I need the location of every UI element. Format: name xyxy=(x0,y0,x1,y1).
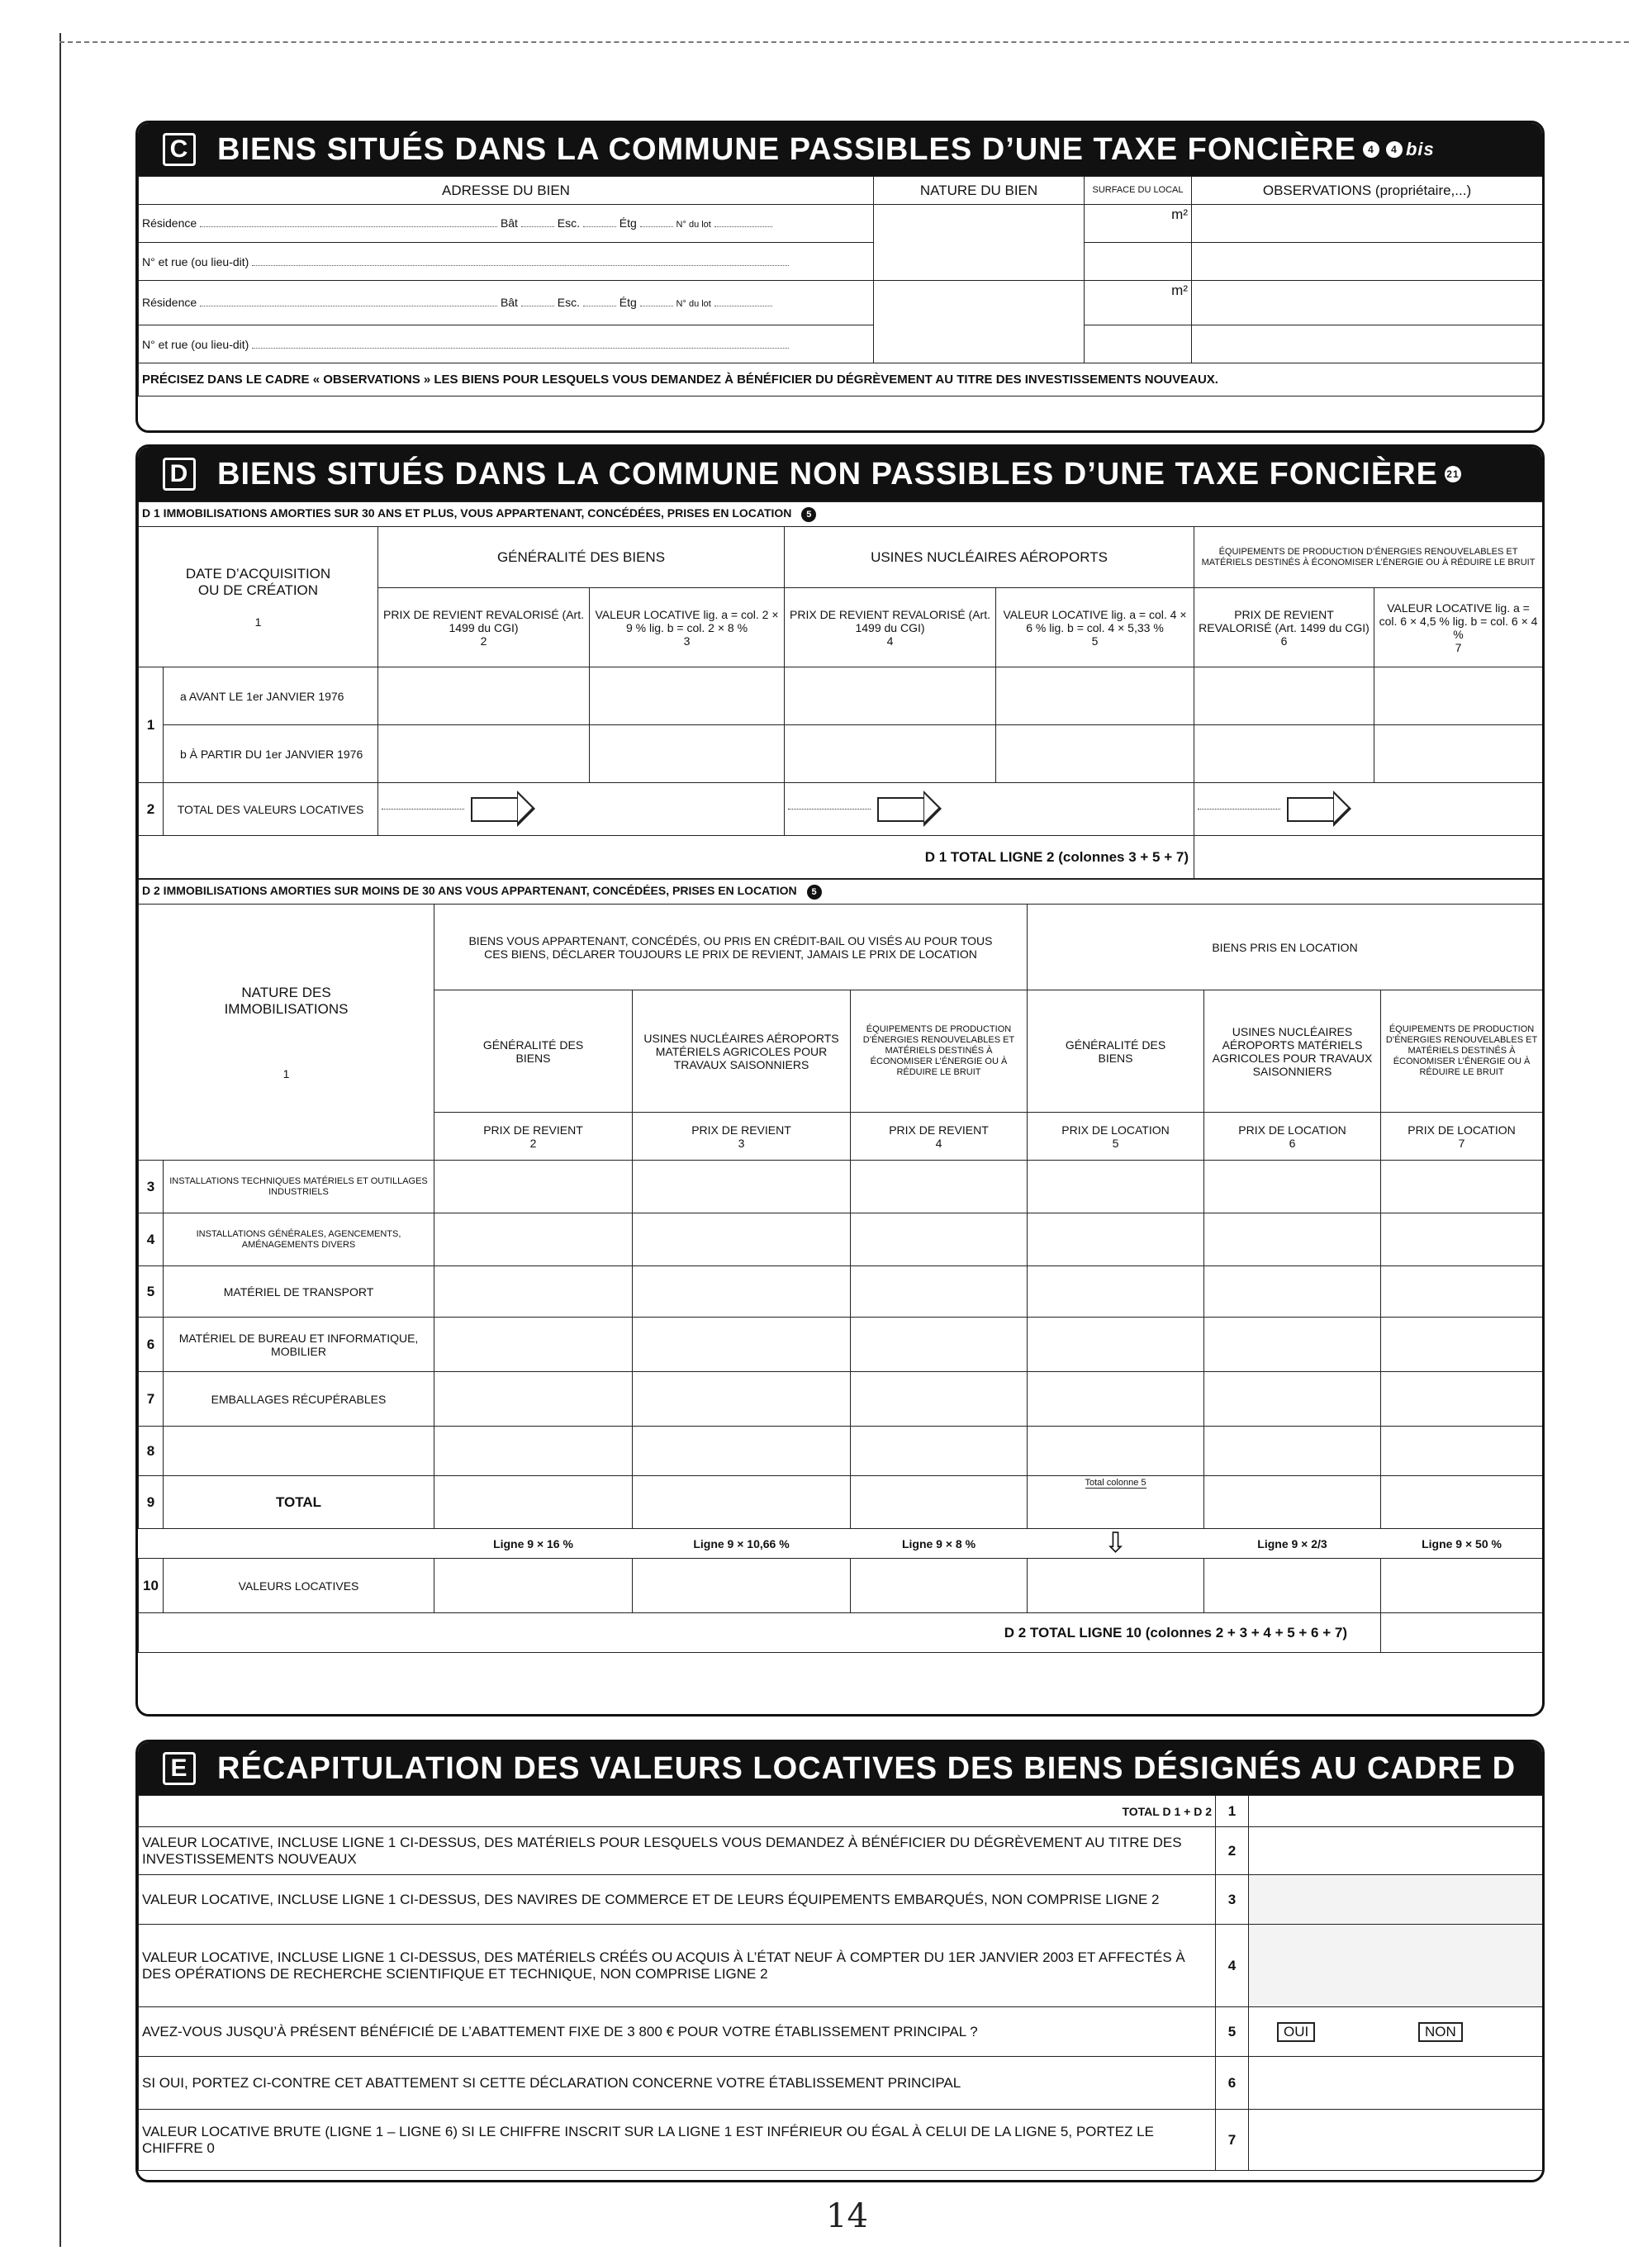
d2-cell[interactable] xyxy=(1204,1476,1381,1529)
d1-total-cell[interactable] xyxy=(1194,783,1543,836)
col-surface: SURFACE DU LOCAL xyxy=(1085,177,1192,205)
d2-cell[interactable] xyxy=(1028,1318,1204,1372)
row-number: 5 xyxy=(139,1266,164,1318)
col-number: 1 xyxy=(254,615,262,629)
section-e-table xyxy=(138,1795,1543,2171)
row-label: INSTALLATIONS GÉNÉRALES, AGENCEMENTS, AMÉNAGEMENTS DIVERS xyxy=(164,1213,434,1266)
arrow-right-icon xyxy=(1287,797,1333,822)
ref-badge: 4 xyxy=(1386,141,1403,158)
ref-badge: 5 xyxy=(807,885,822,900)
page-margin-line xyxy=(59,33,61,2247)
total-col5-label: Total colonne 5 xyxy=(1085,1478,1146,1488)
bat-label: Bât xyxy=(500,296,518,309)
d2-cell[interactable] xyxy=(633,1372,851,1427)
col-label: VALEUR LOCATIVE lig. a = col. 2 × 9 % lig. b = col. 2 × 8 % xyxy=(595,607,779,634)
d2-gen-rent: GÉNÉRALITÉ DES BIENS xyxy=(1028,990,1204,1113)
esc-label: Esc. xyxy=(557,296,580,309)
row-label: MATÉRIEL DE TRANSPORT xyxy=(164,1266,434,1318)
section-e-letter: E xyxy=(163,1752,196,1785)
d1-col5 xyxy=(996,588,1194,667)
residence-label: Résidence xyxy=(142,216,197,230)
d2-cell[interactable] xyxy=(633,1161,851,1213)
col-label: PRIX DE LOCATION xyxy=(1238,1123,1346,1137)
d2-title xyxy=(139,880,1543,905)
nature-field[interactable] xyxy=(874,281,1085,363)
d2-equip-rent: ÉQUIPEMENTS DE PRODUCTION D’ÉNERGIES RENOUVELABLES ET MATÉRIELS DESTINÉS À ÉCONOMISER L’ÉNERGIE OU À RÉDUIRE LE BRUIT xyxy=(1381,990,1543,1113)
d2-cell[interactable] xyxy=(851,1213,1028,1266)
d2-cell[interactable] xyxy=(851,1372,1028,1427)
unit-label: m² xyxy=(1171,283,1188,298)
d1-table xyxy=(138,501,1543,879)
col-label: PRIX DE REVIENT REVALORISÉ (Art. 1499 du CGI) xyxy=(790,607,990,634)
col-number: 4 xyxy=(935,1136,942,1150)
col-number: 2 xyxy=(480,634,487,648)
residence-field[interactable] xyxy=(139,205,874,243)
d2-col7 xyxy=(1381,1113,1543,1161)
row-number: 6 xyxy=(139,1318,164,1372)
d2-col2 xyxy=(434,1113,633,1161)
etg-label: Étg xyxy=(619,216,637,230)
d2-table xyxy=(138,879,1543,1653)
multiplier-label: Ligne 9 × 10,66 % xyxy=(693,1536,790,1550)
date-col-label: DATE D’ACQUISITION OU DE CRÉATION xyxy=(185,565,331,598)
section-c-letter: C xyxy=(163,133,196,166)
d1-group-generalite: GÉNÉRALITÉ DES BIENS xyxy=(378,527,785,588)
multiplier-label: Ligne 9 × 8 % xyxy=(901,1536,976,1550)
d2-col6 xyxy=(1204,1113,1381,1161)
row-number: 4 xyxy=(139,1213,164,1266)
d2-rent-group: BIENS PRIS EN LOCATION xyxy=(1028,905,1543,990)
esc-label: Esc. xyxy=(557,216,580,230)
d2-cell[interactable] xyxy=(851,1318,1028,1372)
row-label-total: TOTAL DES VALEURS LOCATIVES xyxy=(164,783,378,836)
col-number: 5 xyxy=(1112,1136,1119,1150)
d2-cell[interactable] xyxy=(1028,1213,1204,1266)
section-d-header xyxy=(138,447,1542,501)
d2-cell[interactable] xyxy=(1381,1559,1543,1613)
row-number: 8 xyxy=(139,1427,164,1476)
e-row-number: 4 xyxy=(1216,1925,1249,2007)
rue-field[interactable] xyxy=(139,243,874,281)
non-checkbox[interactable]: NON xyxy=(1418,2022,1463,2042)
d1-col3 xyxy=(590,588,785,667)
d1-cell[interactable] xyxy=(378,725,590,783)
surface-field[interactable] xyxy=(1085,281,1192,325)
rue-label: N° et rue (ou lieu-dit) xyxy=(142,337,249,351)
d2-cell[interactable] xyxy=(1381,1161,1543,1213)
col-label: PRIX DE REVIENT REVALORISÉ (Art. 1499 du CGI) xyxy=(383,607,584,634)
e-value[interactable] xyxy=(1249,2057,1543,2110)
d1-title-text: D 1 IMMOBILISATIONS AMORTIES SUR 30 ANS ET PLUS, VOUS APPARTENANT, CONCÉDÉES, PRISES EN LOCATION xyxy=(142,506,792,520)
d2-total-value[interactable] xyxy=(1381,1613,1543,1653)
d2-cell[interactable] xyxy=(1028,1161,1204,1213)
d2-cell[interactable] xyxy=(1204,1372,1381,1427)
d1-total-cell[interactable] xyxy=(785,783,1194,836)
section-e xyxy=(135,1740,1545,2182)
col-number: 5 xyxy=(1091,634,1099,648)
d2-cell[interactable] xyxy=(633,1266,851,1318)
row-number: 9 xyxy=(139,1476,164,1529)
d1-date-header xyxy=(139,527,378,667)
dotted-line xyxy=(1198,809,1280,810)
d1-group-equipements: ÉQUIPEMENTS DE PRODUCTION D’ÉNERGIES RENOUVELABLES ET MATÉRIELS DESTINÉS À ÉCONOMISER L’ÉNERGIE OU À RÉDUIRE LE BRUIT xyxy=(1194,527,1543,588)
section-d xyxy=(135,444,1545,1717)
row-label-b: b À PARTIR DU 1er JANVIER 1976 xyxy=(164,725,378,783)
section-c-title: BIENS SITUÉS DANS LA COMMUNE PASSIBLES D’UNE TAXE FONCIÈRE xyxy=(217,131,1356,167)
d2-cell[interactable] xyxy=(434,1318,633,1372)
d1-col7 xyxy=(1374,588,1543,667)
nature-col-label: NATURE DES IMMOBILISATIONS xyxy=(224,984,349,1017)
d1-cell[interactable] xyxy=(1194,725,1374,783)
d2-cell[interactable] xyxy=(434,1161,633,1213)
col-number: 2 xyxy=(529,1136,537,1150)
row-label-a: a AVANT LE 1er JANVIER 1976 xyxy=(164,667,378,725)
d2-cell[interactable] xyxy=(1204,1318,1381,1372)
d2-cell[interactable] xyxy=(1204,1161,1381,1213)
row-label: EMBALLAGES RÉCUPÉRABLES xyxy=(164,1372,434,1427)
d2-cell[interactable] xyxy=(851,1559,1028,1613)
e-row-label: VALEUR LOCATIVE, INCLUSE LIGNE 1 CI-DESSUS, DES MATÉRIELS CRÉÉS OU ACQUIS À L’ÉTAT NEUF À COMPTER DU 1ER JANVIER 2003 ET AFFECTÉS À DES OPÉRATIONS DE RECHERCHE SCIENTIFIQUE ET TECHNIQUE, NON COMPRISE LIGNE 2 xyxy=(139,1925,1216,2007)
arrow-right-icon xyxy=(877,797,923,822)
ref-suffix: bis xyxy=(1405,139,1435,159)
d1-col6 xyxy=(1194,588,1374,667)
d1-total-cell[interactable] xyxy=(378,783,785,836)
col-adresse: ADRESSE DU BIEN xyxy=(139,177,874,205)
oui-checkbox[interactable]: OUI xyxy=(1277,2022,1315,2042)
d2-usines-rent: USINES NUCLÉAIRES AÉROPORTS MATÉRIELS AGRICOLES POUR TRAVAUX SAISONNIERS xyxy=(1204,990,1381,1113)
col-number: 3 xyxy=(738,1136,745,1150)
e-row-label: VALEUR LOCATIVE, INCLUSE LIGNE 1 CI-DESSUS, DES NAVIRES DE COMMERCE ET DE LEURS ÉQUIPEMENTS EMBARQUÉS, NON COMPRISE LIGNE 2 xyxy=(139,1875,1216,1925)
d2-col5 xyxy=(1028,1113,1204,1161)
section-c-header xyxy=(138,123,1542,176)
e-value xyxy=(1249,2007,1543,2057)
d2-cell[interactable] xyxy=(1204,1427,1381,1476)
d2-cell[interactable] xyxy=(1028,1372,1204,1427)
d2-cell[interactable] xyxy=(1381,1318,1543,1372)
d2-cell[interactable] xyxy=(434,1427,633,1476)
d2-cell[interactable] xyxy=(1381,1372,1543,1427)
d2-cell[interactable] xyxy=(851,1476,1028,1529)
d2-cell[interactable] xyxy=(1381,1476,1543,1529)
e-value[interactable] xyxy=(1249,1796,1543,1827)
page-number-handwritten: 14 xyxy=(826,2197,868,2235)
d2-cell[interactable] xyxy=(633,1427,851,1476)
e-row-number: 3 xyxy=(1216,1875,1249,1925)
d2-nature-header xyxy=(139,905,434,1161)
col-label: VALEUR LOCATIVE lig. a = col. 6 × 4,5 % lig. b = col. 6 × 4 % xyxy=(1379,601,1538,641)
d1-cell[interactable] xyxy=(996,725,1194,783)
e-row-label: VALEUR LOCATIVE, INCLUSE LIGNE 1 CI-DESSUS, DES MATÉRIELS POUR LESQUELS VOUS DEMANDEZ À BÉNÉFICIER DU DÉGRÈVEMENT AU TITRE DES INVESTISSEMENTS NOUVEAUX xyxy=(139,1827,1216,1875)
d2-usines-own: USINES NUCLÉAIRES AÉROPORTS MATÉRIELS AGRICOLES POUR TRAVAUX SAISONNIERS xyxy=(633,990,851,1113)
col-label: PRIX DE REVIENT xyxy=(691,1123,791,1137)
col-label: PRIX DE LOCATION xyxy=(1408,1123,1516,1137)
col-nature: NATURE DU BIEN xyxy=(874,177,1085,205)
d2-title-text: D 2 IMMOBILISATIONS AMORTIES SUR MOINS DE 30 ANS VOUS APPARTENANT, CONCÉDÉES, PRISES EN LOCATION xyxy=(142,884,797,898)
e-row-label: AVEZ-VOUS JUSQU’À PRÉSENT BÉNÉFICIÉ DE L’ABATTEMENT FIXE DE 3 800 € POUR VOTRE ÉTABLISSEMENT PRINCIPAL ? xyxy=(139,2007,1216,2057)
d2-cell[interactable] xyxy=(1381,1213,1543,1266)
row-number: 1 xyxy=(139,667,164,783)
ref-badge: 5 xyxy=(801,507,816,522)
d2-cell[interactable] xyxy=(633,1213,851,1266)
page-cut-line xyxy=(59,41,1629,44)
d1-col2 xyxy=(378,588,590,667)
e-row-label: SI OUI, PORTEZ CI-CONTRE CET ABATTEMENT SI CETTE DÉCLARATION CONCERNE VOTRE ÉTABLISSEMENT PRINCIPAL xyxy=(139,2057,1216,2110)
d1-cell[interactable] xyxy=(590,725,785,783)
col-label: PRIX DE REVIENT xyxy=(483,1123,583,1137)
e-row-number: 1 xyxy=(1216,1796,1249,1827)
col-number: 4 xyxy=(886,634,894,648)
section-c xyxy=(135,121,1545,433)
e-value[interactable] xyxy=(1249,2110,1543,2171)
d1-total-label: D 1 TOTAL LIGNE 2 (colonnes 3 + 5 + 7) xyxy=(139,836,1194,879)
section-e-header xyxy=(138,1742,1542,1795)
nature-field[interactable] xyxy=(874,205,1085,281)
ref-badge: 21 xyxy=(1445,466,1461,482)
d2-cell[interactable] xyxy=(434,1213,633,1266)
d1-total-value[interactable] xyxy=(1194,836,1543,879)
row-number: 3 xyxy=(139,1161,164,1213)
col-label: PRIX DE REVIENT REVALORISÉ (Art. 1499 du CGI) xyxy=(1199,607,1370,634)
e-row-number: 7 xyxy=(1216,2110,1249,2171)
ref-badge: 4 xyxy=(1363,141,1379,158)
d1-col4 xyxy=(785,588,996,667)
d2-col3 xyxy=(633,1113,851,1161)
observations-field[interactable] xyxy=(1192,243,1543,281)
row-number: 2 xyxy=(139,783,164,836)
d1-cell[interactable] xyxy=(590,667,785,725)
d2-equip-own: ÉQUIPEMENTS DE PRODUCTION D’ÉNERGIES RENOUVELABLES ET MATÉRIELS DESTINÉS À ÉCONOMISER L’ÉNERGIE OU À RÉDUIRE LE BRUIT xyxy=(851,990,1028,1113)
e-row-number: 5 xyxy=(1216,2007,1249,2057)
d2-cell[interactable] xyxy=(1028,1427,1204,1476)
d2-cell[interactable] xyxy=(851,1266,1028,1318)
d2-cell[interactable] xyxy=(633,1318,851,1372)
col-number: 3 xyxy=(683,634,691,648)
d1-cell[interactable] xyxy=(378,667,590,725)
rue-label: N° et rue (ou lieu-dit) xyxy=(142,254,249,268)
d1-cell[interactable] xyxy=(785,667,996,725)
d2-col4 xyxy=(851,1113,1028,1161)
col-number: 7 xyxy=(1455,640,1462,654)
row-number: 10 xyxy=(139,1559,164,1613)
section-d-title: BIENS SITUÉS DANS LA COMMUNE NON PASSIBLES D’UNE TAXE FONCIÈRE xyxy=(217,456,1438,491)
col-number: 1 xyxy=(282,1066,290,1080)
e-row-label: TOTAL D 1 + D 2 xyxy=(139,1796,1216,1827)
d2-cell[interactable] xyxy=(434,1266,633,1318)
e-row-number: 6 xyxy=(1216,2057,1249,2110)
multiplier-label: Ligne 9 × 2/3 xyxy=(1257,1536,1327,1550)
observations-field[interactable] xyxy=(1192,325,1543,363)
d1-cell[interactable] xyxy=(1374,725,1543,783)
dotted-line xyxy=(788,809,871,810)
e-value[interactable] xyxy=(1249,1875,1543,1925)
d2-cell[interactable] xyxy=(434,1372,633,1427)
row-label: MATÉRIEL DE BUREAU ET INFORMATIQUE, MOBILIER xyxy=(164,1318,434,1372)
e-value[interactable] xyxy=(1249,1925,1543,2007)
d2-gen-own: GÉNÉRALITÉ DES BIENS xyxy=(434,990,633,1113)
multiplier-label: Ligne 9 × 50 % xyxy=(1422,1536,1502,1550)
arrow-right-icon xyxy=(471,797,517,822)
e-row-number: 2 xyxy=(1216,1827,1249,1875)
surface-field[interactable] xyxy=(1085,243,1192,281)
section-e-title: RÉCAPITULATION DES VALEURS LOCATIVES DES BIENS DÉSIGNÉS AU CADRE D xyxy=(217,1750,1517,1786)
bat-label: Bât xyxy=(500,216,518,230)
residence-field[interactable] xyxy=(139,281,874,325)
col-label: PRIX DE LOCATION xyxy=(1061,1123,1170,1137)
d2-cell[interactable] xyxy=(851,1161,1028,1213)
d1-group-usines: USINES NUCLÉAIRES AÉROPORTS xyxy=(785,527,1194,588)
d1-cell[interactable] xyxy=(785,725,996,783)
col-number: 6 xyxy=(1280,634,1288,648)
col-number: 6 xyxy=(1289,1136,1296,1150)
rue-field[interactable] xyxy=(139,325,874,363)
d2-cell[interactable] xyxy=(633,1559,851,1613)
lot-label: N° du lot xyxy=(676,220,711,230)
d2-cell[interactable] xyxy=(1204,1266,1381,1318)
d2-cell[interactable] xyxy=(633,1476,851,1529)
col-observations: OBSERVATIONS (propriétaire,...) xyxy=(1192,177,1543,205)
d2-cell[interactable] xyxy=(1381,1266,1543,1318)
d2-cell[interactable] xyxy=(1028,1266,1204,1318)
section-c-table xyxy=(138,176,1543,396)
d2-cell[interactable] xyxy=(1381,1427,1543,1476)
row-label: VALEURS LOCATIVES xyxy=(164,1559,434,1613)
lot-label: N° du lot xyxy=(676,299,711,309)
row-number: 7 xyxy=(139,1372,164,1427)
residence-label: Résidence xyxy=(142,296,197,309)
col-number: 7 xyxy=(1458,1136,1465,1150)
e-value[interactable] xyxy=(1249,1827,1543,1875)
surface-field[interactable] xyxy=(1085,205,1192,243)
d2-cell[interactable] xyxy=(1204,1213,1381,1266)
arrow-down-icon: ⇩ xyxy=(1104,1528,1127,1559)
d1-title xyxy=(139,502,1543,527)
observations-field[interactable] xyxy=(1192,205,1543,243)
d2-total-label: D 2 TOTAL LIGNE 10 (colonnes 2 + 3 + 4 + 5 + 6 + 7) xyxy=(139,1613,1381,1653)
unit-label: m² xyxy=(1171,207,1188,222)
d2-cell[interactable] xyxy=(1028,1559,1204,1613)
d1-cell[interactable] xyxy=(1374,667,1543,725)
d2-cell[interactable] xyxy=(434,1559,633,1613)
multiplier-label: Ligne 9 × 16 % xyxy=(493,1536,573,1550)
col-label: PRIX DE REVIENT xyxy=(889,1123,989,1137)
observations-field[interactable] xyxy=(1192,281,1543,325)
d2-cell[interactable] xyxy=(434,1476,633,1529)
total-col5-cell[interactable] xyxy=(1028,1476,1204,1529)
d2-cell[interactable] xyxy=(1204,1559,1381,1613)
row-label: INSTALLATIONS TECHNIQUES MATÉRIELS ET OUTILLAGES INDUSTRIELS xyxy=(164,1161,434,1213)
dotted-line xyxy=(382,809,464,810)
etg-label: Étg xyxy=(619,296,637,309)
section-c-note: PRÉCISEZ DANS LE CADRE « OBSERVATIONS » LES BIENS POUR LESQUELS VOUS DEMANDEZ À BÉNÉFICIER DU DÉGRÈVEMENT AU TITRE DES INVESTISSEMENTS NOUVEAUX. xyxy=(139,363,1543,396)
surface-field[interactable] xyxy=(1085,325,1192,363)
e-row-label: VALEUR LOCATIVE BRUTE (LIGNE 1 – LIGNE 6) SI LE CHIFFRE INSCRIT SUR LA LIGNE 1 EST INFÉRIEUR OU ÉGAL À CELUI DE LA LIGNE 5, PORTEZ LE CHIFFRE 0 xyxy=(139,2110,1216,2171)
d2-own-group: BIENS VOUS APPARTENANT, CONCÉDÉS, OU PRIS EN CRÉDIT-BAIL OU VISÉS AU POUR TOUS CES BIENS, DÉCLARER TOUJOURS LE PRIX DE REVIENT, JAMAIS LE PRIX DE LOCATION xyxy=(434,905,1028,990)
d1-cell[interactable] xyxy=(1194,667,1374,725)
section-d-letter: D xyxy=(163,458,196,491)
row-label: TOTAL xyxy=(164,1476,434,1529)
row-label xyxy=(164,1427,434,1476)
d2-cell[interactable] xyxy=(851,1427,1028,1476)
d1-cell[interactable] xyxy=(996,667,1194,725)
col-label: VALEUR LOCATIVE lig. a = col. 4 × 6 % lig. b = col. 4 × 5,33 % xyxy=(1003,607,1187,634)
